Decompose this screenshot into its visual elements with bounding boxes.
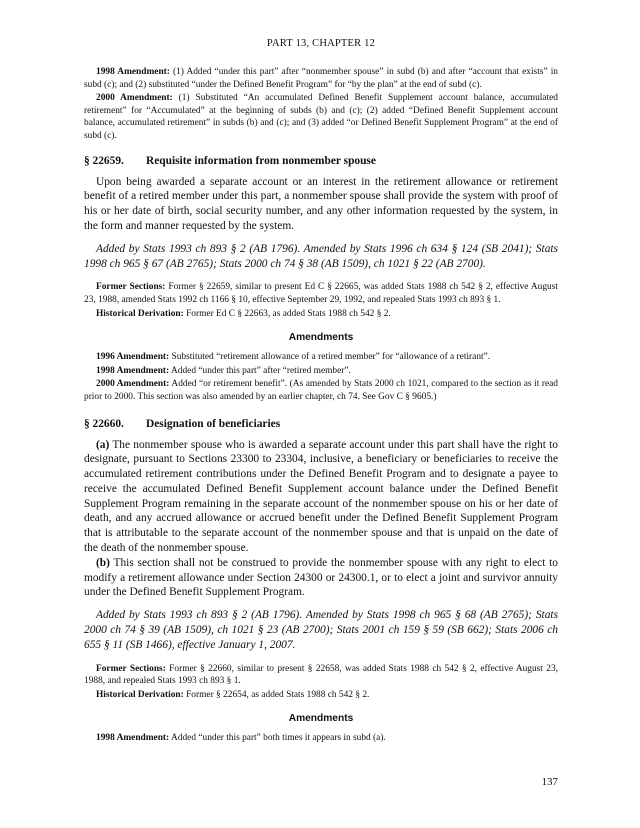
section-22659-text: Upon being awarded a separate account or an interest in the retirement allowance or retirement benefit of a retired member under this part, a nonmember spouse shall provide the system with proof of his or her date of birth, social security number, and any other information requested by the system, in the form and manner requested by the system.: [84, 175, 558, 232]
page-number: 137: [541, 776, 558, 788]
section-22660-subd-b: (b) This section shall not be construed to provide the nonmember spouse with any right to elect to modify a retirement allowance under Section 24300 or 24300.1, or to elect a joint and survivor annuity under the Defined Benefit Supplement Program.: [84, 556, 558, 599]
section-22660-history: Added by Stats 1993 ch 893 § 2 (AB 1796). Amended by Stats 1998 ch 965 § 68 (AB 2765); Stats 2000 ch 74 § 39 (AB 1509), ch 1021 § 23 (AB 2700); Stats 2001 ch 159 § 59 (SB 662); Stats 2006 ch 655 § 11 (SB 1466), effective January 1, 2007.: [84, 609, 558, 651]
section-22660-subd-a: (a) The nonmember spouse who is awarded a separate account under this part shall have the right to designate, pursuant to Sections 23300 to 23304, inclusive, a beneficiary or beneficiaries to receive the accumulated retirement contributions under the Defined Benefit Program and to designate a payee to receive the accumulated Defined Benefit Supplement account balance under the Defined Benefit Supplement Program remaining in the separate account of the nonmember spouse on his or her date of death, and any accrued allowance or accrued benefit under the Defined Benefit Supplement Program that is attributable to the separate account of the nonmember spouse and that is unpaid on the date of the death of the nonmember spouse.: [84, 438, 558, 555]
note-1998-amendment: 1998 Amendment: (1) Added “under this part” after “nonmember spouse” in subd (b) and after “account that exists” in subd (c); and (2) substituted “under the Defined Benefit Program” for “by the plan” at the end of subd (c).: [84, 67, 558, 90]
section-22659-former-sections: Former Sections: Former § 22659, similar to present Ed C § 22665, was added Stats 1988 ch 542 § 2, effective August 23, 1988, amended Stats 1992 ch 1166 § 10, effective September 29, 1992, and repealed Stats 1993 ch 893 § 1.: [84, 282, 558, 305]
section-22659-amendment-1998: 1998 Amendment: Added “under this part” after “retired member”.: [96, 365, 351, 376]
section-22660-former-sections: Former Sections: Former § 22660, similar to present § 22658, was added Stats 1988 ch 542 § 2, effective August 23, 1988, and repealed Stats 1993 ch 893 § 1.: [84, 663, 558, 687]
section-22659-amendment-1996: 1996 Amendment: Substituted “retirement allowance of a retired member” for “allowance of a retirant”.: [96, 352, 491, 363]
section-22659-history: Added by Stats 1993 ch 893 § 2 (AB 1796). Amended by Stats 1996 ch 634 § 124 (SB 2041); Stats 1998 ch 965 § 67 (AB 2765); Stats 2000 ch 74 § 38 (AB 1509), ch 1021 § 22 (AB 2700).: [84, 242, 558, 270]
section-22660-amendments-heading: Amendments: [288, 713, 354, 725]
section-22660-amendment-1998: 1998 Amendment: Added “under this part” both times it appears in subd (a).: [96, 733, 386, 744]
section-22660-historical-derivation: Historical Derivation: Former § 22654, as added Stats 1988 ch 542 § 2.: [96, 689, 370, 700]
section-22659-historical-derivation: Historical Derivation: Former Ed C § 22663, as added Stats 1988 ch 542 § 2.: [96, 308, 391, 319]
section-heading-22659: § 22659. Requisite information from nonmember spouse: [84, 154, 376, 167]
section-heading-22660: § 22660. Designation of beneficiaries: [84, 417, 281, 430]
page-content: [84, 66, 558, 745]
section-22659-amendments-heading: Amendments: [288, 332, 354, 344]
note-2000-amendment: 2000 Amendment: (1) Substituted “An accumulated Defined Benefit Supplement account balance, accumulated retirement” for “Accumulated” at the beginning of subds (b) and (c); (2) added “Defined Benefit Supplement account balance, accumulated retirement” in subds (b) and (c); and (3) added “or Defined Benefit Supplement Program” at the end of subd (c).: [84, 93, 558, 141]
section-22659-amendment-2000: 2000 Amendment: Added “or retirement benefit”. (As amended by Stats 2000 ch 1021, compared to the section as it read prior to 2000. This section was also amended by an earlier chapter, ch 74. See Gov C § 9605.): [84, 379, 558, 402]
running-head: PART 13, CHAPTER 12: [266, 38, 376, 49]
